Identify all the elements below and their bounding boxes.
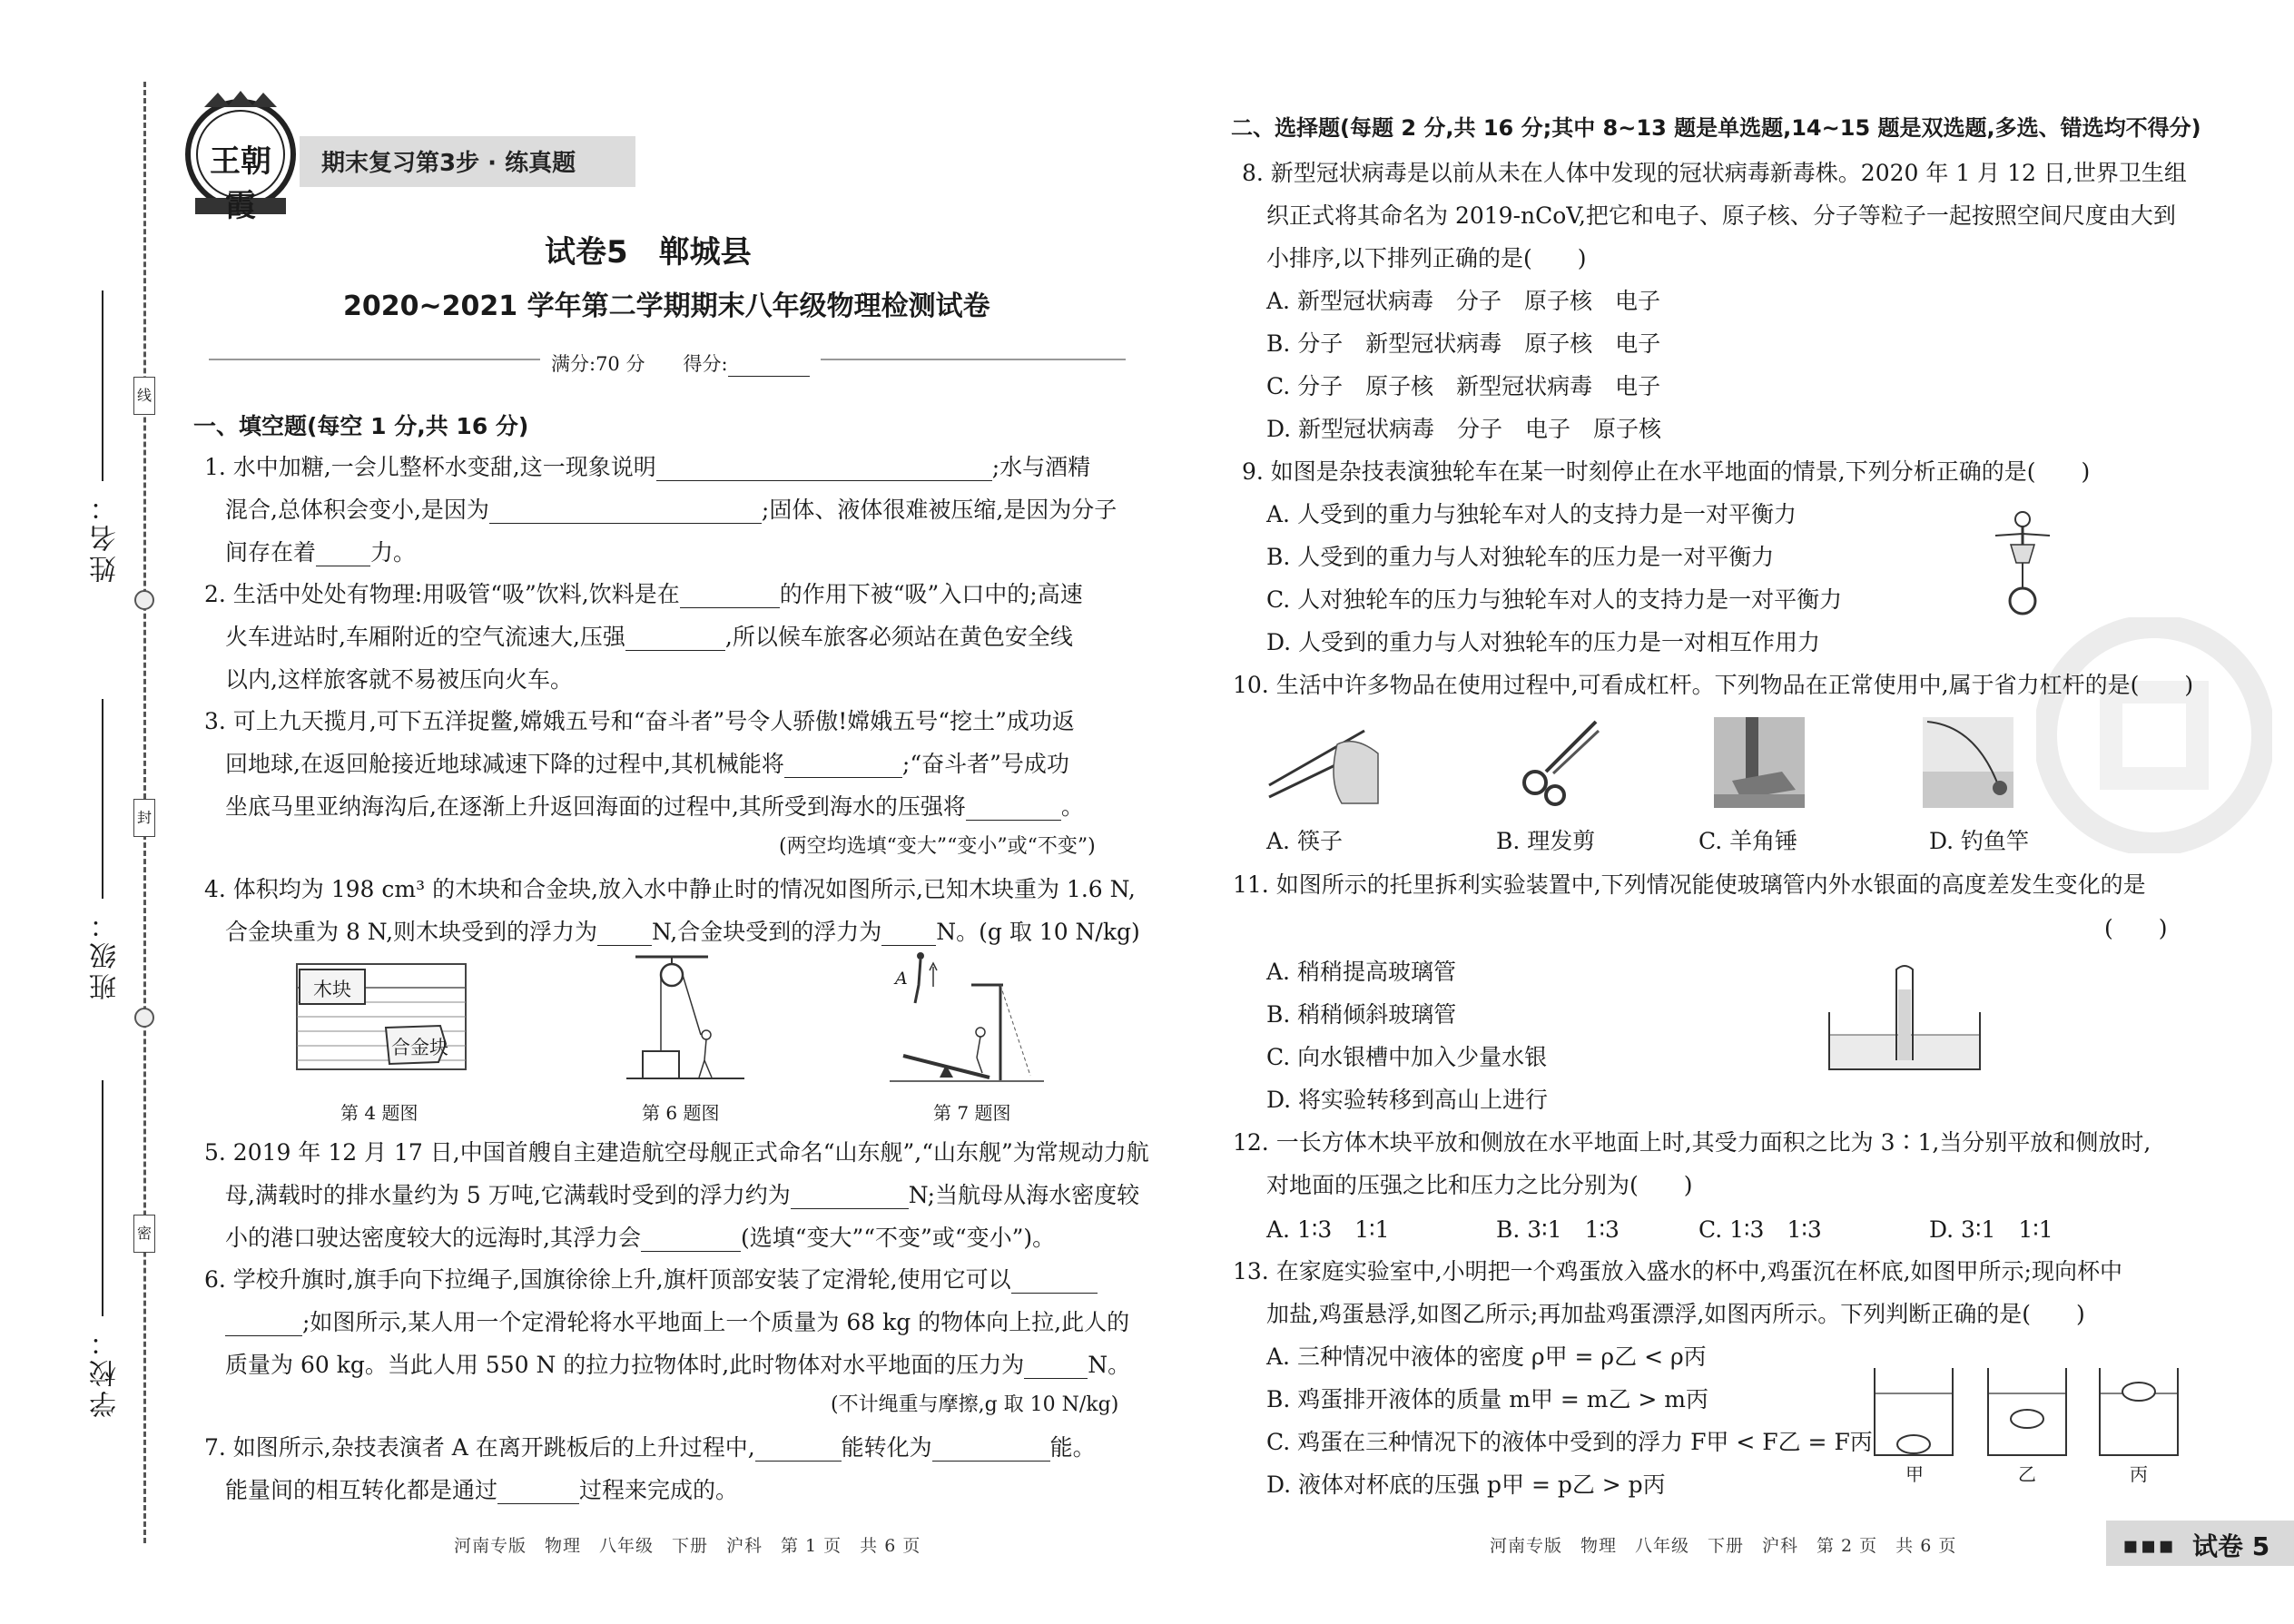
claw-hammer-icon (1714, 717, 1805, 808)
paper-tab-label: 试卷 5 (2192, 1531, 2270, 1561)
q10-fig-hammer (1714, 717, 1805, 808)
q6-blank-1[interactable] (1011, 1273, 1098, 1294)
fig4-caption: 第 4 题图 (340, 1102, 418, 1124)
cup-label-yi: 乙 (2018, 1463, 2036, 1485)
q5-text-c: 小的港口驶达密度较大的远海时,其浮力会 (225, 1225, 641, 1251)
q1-text-e: 间存在着 (225, 539, 317, 566)
q12-stem-1: 12. 一长方体木块平放和侧放在水平地面上时,其受力面积之比为 3∶1,当分别平放和侧放时, (1233, 1129, 2151, 1156)
q11-option-c[interactable]: C. 向水银槽中加入少量水银 (1266, 1044, 1548, 1070)
q5-text-b: N;当航母从海水密度较 (908, 1182, 1140, 1208)
q8-option-b[interactable]: B. 分子 新型冠状病毒 原子核 电子 (1266, 330, 1661, 357)
q6-line3 (225, 1352, 1130, 1379)
q13-option-d[interactable]: D. 液体对杯底的压强 p甲 = p乙 > p丙 (1266, 1471, 1666, 1498)
class-label: 班级： (90, 908, 122, 1000)
q12-option-a[interactable]: A. 1∶3 1∶1 (1266, 1216, 1390, 1243)
q1-blank-2[interactable] (489, 503, 762, 524)
q7-text-d: 能量间的相互转化都是通过 (225, 1477, 498, 1503)
q13-option-a[interactable]: A. 三种情况中液体的密度 ρ甲 = ρ乙 < ρ丙 (1266, 1343, 1707, 1370)
q2-blank-1[interactable] (680, 587, 780, 608)
q11-stem-1: 11. 如图所示的托里拆利实验装置中,下列情况能使玻璃管内外水银面的高度差发生变化的是 (1233, 871, 2146, 898)
score-line (540, 349, 821, 377)
q3-line3 (225, 793, 1084, 821)
fishing-rod-icon (1923, 717, 2013, 808)
figure-7 (890, 949, 1044, 1085)
q11-option-d[interactable]: D. 将实验转移到高山上进行 (1266, 1087, 1549, 1113)
mi-seal-watermark-icon (2036, 617, 2272, 853)
q1-text-d: ;固体、液体很难被压缩,是因为分子 (761, 497, 1117, 523)
q1-line2 (225, 497, 1117, 524)
q7-blank-2[interactable] (932, 1441, 1050, 1462)
q2-line3: 以内,这样旅客就不易被压向火车。 (225, 666, 573, 693)
q1-text-b: ;水与酒精 (991, 454, 1091, 480)
q7-blank-1[interactable] (755, 1441, 842, 1462)
q4-text-a: 合金块重为 8 N,则木块受到的浮力为 (225, 919, 598, 945)
q6-line2 (225, 1309, 1129, 1336)
q13-cup-yi (1986, 1366, 2068, 1457)
q9-stem: 9. 如图是杂技表演独轮车在某一时刻停止在水平地面的情景,下列分析正确的是( ) (1242, 458, 2091, 485)
banner-text: 期末复习第3步 · 练真题 (321, 150, 576, 177)
cup-egg-sunk-diagram (1873, 1366, 1954, 1457)
q6-blank-1-cont[interactable] (225, 1315, 302, 1336)
q8-option-a[interactable]: A. 新型冠状病毒 分子 原子核 电子 (1266, 288, 1660, 314)
q5-line1: 5. 2019 年 12 月 17 日,中国首艘自主建造航空母舰正式命名“山东舰”,“山东舰”为常规动力航 (204, 1139, 1149, 1166)
q1-line1 (204, 454, 1090, 481)
q13-option-b[interactable]: B. 鸡蛋排开液体的质量 m甲 = m乙 > m丙 (1266, 1386, 1709, 1412)
q6-text-d: N。 (1088, 1352, 1131, 1378)
score-text: 满分:70 分 得分: (551, 353, 728, 375)
name-label: 姓名： (90, 490, 122, 583)
q3-text-b: ;“奋斗者”号成功 (901, 751, 1069, 777)
q6-text-a: 6. 学校升旗时,旗手向下拉绳子,国旗徐徐上升,旗杆顶部安装了定滑轮,使用它可以 (204, 1266, 1011, 1293)
q6-blank-2[interactable] (1024, 1358, 1088, 1379)
q2-text-d: ,所以候车旅客必须站在黄色安全线 (724, 624, 1073, 650)
q12-option-c[interactable]: C. 1∶3 1∶3 (1698, 1216, 1822, 1243)
page-right (1147, 0, 2294, 1624)
q5-text-d: (选填“变大”“不变”或“变小”)。 (740, 1225, 1056, 1251)
wood-block-label: 木块 (313, 979, 351, 1000)
q4-text-c: N。(g 取 10 N/kg) (936, 919, 1140, 945)
q2-line1 (204, 581, 1083, 608)
cup-egg-suspended-diagram (1986, 1366, 2068, 1457)
q3-line1: 3. 可上九天揽月,可下五洋捉鳖,嫦娥五号和“奋斗者”号令人骄傲!嫦娥五号“挖土”成功返 (204, 708, 1075, 734)
q9-unicycle-figure (1991, 508, 2054, 617)
q9-option-d[interactable]: D. 人受到的重力与人对独轮车的压力是一对相互作用力 (1266, 629, 1821, 655)
binding-box-mi: 密 (133, 1215, 155, 1253)
q5-blank-1[interactable] (791, 1188, 909, 1209)
q3-blank-1[interactable] (784, 757, 902, 778)
cup-egg-floating-diagram (2098, 1366, 2180, 1457)
school-label: 学校： (90, 1325, 122, 1418)
q2-text-c: 火车进站时,车厢附近的空气流速大,压强 (225, 624, 625, 650)
q5-blank-2[interactable] (641, 1231, 741, 1252)
q7-text-b: 能转化为 (841, 1434, 932, 1461)
q12-option-b[interactable]: B. 3∶1 1∶3 (1496, 1216, 1620, 1243)
q10-option-d[interactable]: D. 钓鱼竿 (1929, 828, 2030, 854)
figure-4 (295, 962, 468, 1071)
q4-line1: 4. 体积均为 198 cm³ 的木块和合金块,放入水中静止时的情况如图所示,已知木块重为 1.6 N, (204, 876, 1136, 902)
q7-text-a: 7. 如图所示,杂技表演者 A 在离开跳板后的上升过程中, (204, 1434, 755, 1461)
pulley-diagram (626, 953, 744, 1080)
fig7-caption: 第 7 题图 (933, 1102, 1011, 1124)
footer-right: 河南专版 物理 八年级 下册 沪科 第 2 页 共 6 页 (1490, 1536, 1957, 1556)
q5-text-a: 母,满载时的排水量约为 5 万吨,它满载时受到的浮力约为 (225, 1182, 791, 1208)
q6-note: (不计绳重与摩擦,g 取 10 N/kg) (831, 1393, 1119, 1416)
q3-text-c: 坐底马里亚纳海沟后,在逐渐上升返回海面的过程中,其所受到海水的压强将 (225, 793, 966, 820)
q7-line2 (225, 1477, 738, 1504)
q2-blank-2[interactable] (625, 630, 725, 651)
q8-stem-2: 织正式将其命名为 2019-nCoV,把它和电子、原子核、分子等粒子一起按照空间尺度由大到 (1266, 202, 2176, 229)
section2-heading: 二、选择题(每题 2 分,共 16 分;其中 8~13 题是单选题,14~15 题是双选题,多选、错选均不得分) (1231, 115, 2201, 141)
q11-option-b[interactable]: B. 稍稍倾斜玻璃管 (1266, 1001, 1457, 1028)
chopsticks-icon (1265, 717, 1383, 808)
cup-label-jia: 甲 (1905, 1463, 1924, 1485)
q7-text-c: 能。 (1049, 1434, 1096, 1461)
section1-heading: 一、填空题(每空 1 分,共 16 分) (193, 413, 529, 439)
q10-stem: 10. 生活中许多物品在使用过程中,可看成杠杆。下列物品在正常使用中,属于省力杠杆的是( ) (1233, 672, 2194, 698)
q2-line2 (225, 624, 1073, 651)
unicycle-acrobat-icon (1991, 508, 2054, 617)
q13-stem-1: 13. 在家庭实验室中,小明把一个鸡蛋放入盛水的杯中,鸡蛋沉在杯底,如图甲所示;现向杯中 (1233, 1258, 2122, 1284)
scissors-icon (1510, 717, 1600, 808)
q4-line2 (225, 919, 1140, 946)
q13-option-c[interactable]: C. 鸡蛋在三种情况下的液体中受到的浮力 F甲 < F乙 = F丙 (1266, 1429, 1873, 1455)
q10-option-c[interactable]: C. 羊角锤 (1698, 828, 1798, 854)
q1-text-f: 力。 (370, 539, 417, 566)
q3-line2 (225, 751, 1069, 778)
q6-line1 (204, 1266, 1098, 1294)
q4-text-b: N,合金块受到的浮力为 (652, 919, 882, 945)
q1-line3 (225, 539, 416, 566)
footer-left: 河南专版 物理 八年级 下册 沪科 第 1 页 共 6 页 (454, 1536, 921, 1556)
q9-option-a[interactable]: A. 人受到的重力与独轮车对人的支持力是一对平衡力 (1266, 501, 1797, 527)
brand-logo (182, 91, 300, 224)
alloy-block-label: 合金块 (391, 1037, 448, 1058)
q1-blank-3[interactable] (316, 546, 370, 566)
q5-line3 (225, 1225, 1055, 1252)
q6-text-b: ;如图所示,某人用一个定滑轮将水平地面上一个质量为 68 kg 的物体向上拉,此人的 (302, 1309, 1130, 1335)
q10-option-a[interactable]: A. 筷子 (1266, 828, 1343, 854)
torricelli-tube-diagram (1827, 962, 1982, 1071)
q10-fig-scissors (1510, 717, 1600, 808)
q1-blank-1[interactable] (656, 460, 992, 481)
q3-text-a: 回地球,在返回舱接近地球减速下降的过程中,其机械能将 (225, 751, 784, 777)
q8-option-c[interactable]: C. 分子 原子核 新型冠状病毒 电子 (1266, 373, 1661, 399)
fig6-caption: 第 6 题图 (642, 1102, 720, 1124)
cup-label-bing: 丙 (2130, 1463, 2148, 1485)
figure-6 (626, 953, 744, 1080)
q3-note: (两空均选填“变大”“变小”或“不变”) (779, 835, 1096, 858)
watermark-seal (2036, 617, 2272, 853)
acrobat-a-label: A (895, 969, 908, 989)
q1-text-c: 混合,总体积会变小,是因为 (225, 497, 489, 523)
q11-torricelli-figure (1827, 962, 1982, 1071)
q8-stem-3: 小排序,以下排列正确的是( ) (1266, 245, 1587, 271)
q10-fig-chopsticks (1265, 717, 1383, 808)
binding-box-feng: 封 (133, 799, 155, 837)
q5-line2 (225, 1182, 1139, 1209)
q11-stem-2: ( ) (2104, 915, 2168, 941)
q9-option-b[interactable]: B. 人受到的重力与人对独轮车的压力是一对平衡力 (1266, 544, 1775, 570)
q6-text-c: 质量为 60 kg。当此人用 550 N 的拉力拉物体时,此时物体对水平地面的压力为 (225, 1352, 1025, 1378)
paper-title: 试卷5 郸城县 (545, 234, 752, 271)
q13-cup-jia (1873, 1366, 1954, 1457)
q1-text-a: 1. 水中加糖,一会儿整杯水变甜,这一现象说明 (204, 454, 656, 480)
q7-text-e: 过程来完成的。 (579, 1477, 739, 1503)
q7-line1 (204, 1434, 1096, 1462)
q10-fig-fishing-rod (1923, 717, 2013, 808)
brand-seal-text: 王朝霞 (210, 143, 271, 224)
q2-text-b: 的作用下被“吸”入口中的;高速 (779, 581, 1083, 607)
binding-box-xian: 线 (133, 377, 155, 415)
q3-blank-2[interactable] (966, 800, 1061, 821)
q7-blank-3[interactable] (497, 1483, 579, 1504)
paper-tab-dots: ▪▪▪ (2122, 1532, 2176, 1560)
score-blank[interactable] (728, 356, 810, 377)
q12-option-d[interactable]: D. 3∶1 1∶1 (1929, 1216, 2053, 1243)
q3-text-d: 。 (1060, 793, 1084, 820)
paper-subtitle: 2020~2021 学年第二学期期末八年级物理检测试卷 (343, 290, 990, 322)
q8-stem-1: 8. 新型冠状病毒是以前从未在人体中发现的冠状病毒新毒株。2020 年 1 月 12 日,世界卫生组 (1242, 160, 2187, 186)
q13-cup-bing (2098, 1366, 2180, 1457)
q4-blank-1[interactable] (597, 925, 652, 946)
q11-option-a[interactable]: A. 稍稍提高玻璃管 (1266, 959, 1456, 985)
q9-option-c[interactable]: C. 人对独轮车的压力与独轮车对人的支持力是一对平衡力 (1266, 586, 1843, 613)
q12-stem-2: 对地面的压强之比和压力之比分别为( ) (1266, 1172, 1693, 1198)
q2-text-a: 2. 生活中处处有物理:用吸管“吸”饮料,饮料是在 (204, 581, 680, 607)
q13-stem-2: 加盐,鸡蛋悬浮,如图乙所示;再加盐鸡蛋漂浮,如图丙所示。下列判断正确的是( ) (1266, 1301, 2085, 1327)
q4-blank-2[interactable] (881, 925, 936, 946)
q8-option-d[interactable]: D. 新型冠状病毒 分子 电子 原子核 (1266, 416, 1662, 442)
q10-option-b[interactable]: B. 理发剪 (1496, 828, 1596, 854)
seesaw-acrobat-diagram (890, 949, 1044, 1085)
